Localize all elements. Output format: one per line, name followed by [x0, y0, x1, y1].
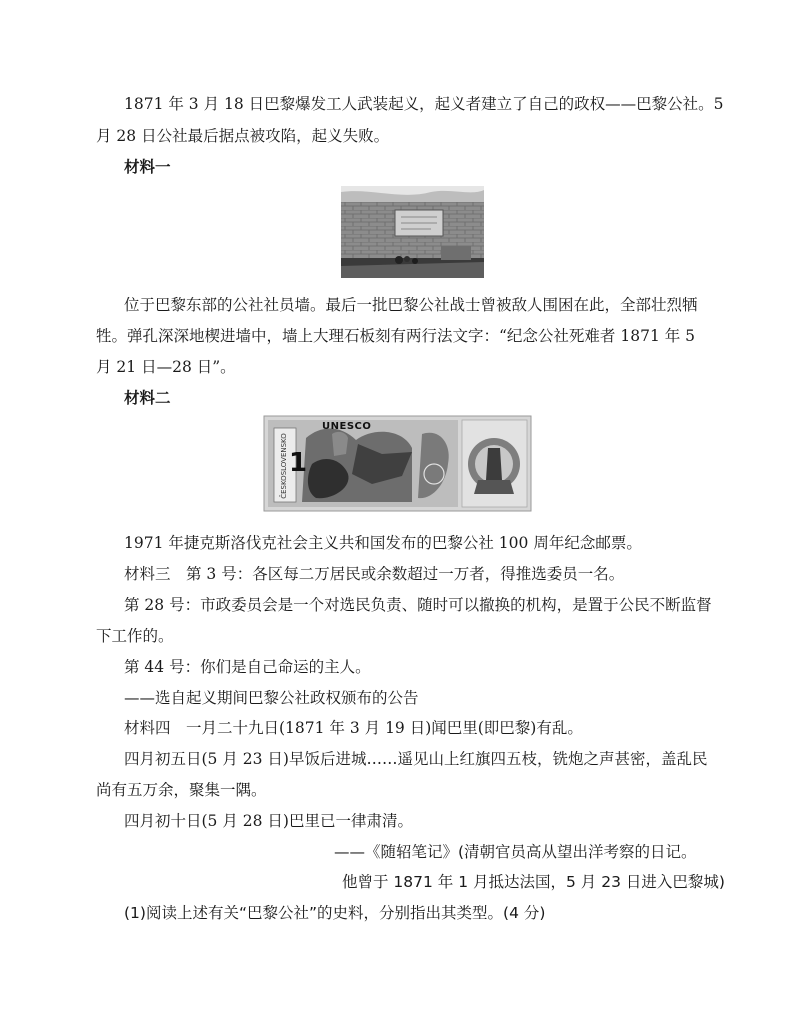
commemorative-stamp-image — [262, 414, 533, 513]
material-1-caption-3: 月 21 日—28 日”。 — [96, 358, 236, 376]
material-4-source-2: 他曾于 1871 年 1 月抵达法国，5 月 23 日进入巴黎城) — [342, 873, 725, 891]
intro-line-1: 1871 年 3 月 18 日巴黎爆发工人武装起义，起义者建立了自己的政权——巴黎公社。5 — [124, 95, 724, 113]
material-3-source: ——选自起义期间巴黎公社政权颁布的公告 — [124, 689, 419, 707]
material-3-line-4: 第 44 号：你们是自己命运的主人。 — [124, 658, 371, 676]
material-4-source-1: ——《随轺笔记》(清朝官员高从望出洋考察的日记。 — [334, 843, 697, 861]
stamp-unesco-text: UNESCO — [322, 421, 372, 432]
material-2-label: 材料二 — [124, 389, 171, 407]
material-2-caption: 1971 年捷克斯洛伐克社会主义共和国发布的巴黎公社 100 周年纪念邮票。 — [124, 534, 642, 552]
question-1: (1)阅读上述有关“巴黎公社”的史料，分别指出其类型。(4 分) — [124, 904, 546, 922]
material-4-line-2: 四月初五日(5 月 23 日)早饭后进城……遥见山上红旗四五枝，铣炮之声甚密，盖乱民 — [124, 750, 708, 768]
intro-line-2: 月 28 日公社最后据点被攻陷，起义失败。 — [96, 127, 390, 145]
material-4-line-4: 四月初十日(5 月 28 日)巴里已一律肃清。 — [124, 812, 413, 830]
stamp-value: 1 — [289, 448, 308, 478]
wall-photo-drawing — [341, 186, 484, 278]
material-3-line-3: 下工作的。 — [96, 627, 174, 645]
material-4-line-1: 材料四 一月二十九日(1871 年 3 月 19 日)闻巴里(即巴黎)有乱。 — [124, 719, 583, 737]
material-3-line-2: 第 28 号：市政委员会是一个对选民负责、随时可以撤换的机构，是置于公民不断监督 — [124, 596, 712, 614]
communards-wall-photo — [341, 186, 484, 278]
material-4-line-3: 尚有五万余，聚集一隅。 — [96, 781, 267, 799]
material-1-caption-1: 位于巴黎东部的公社社员墙。最后一批巴黎公社战士曾被敌人围困在此，全部壮烈牺 — [124, 296, 698, 314]
material-1-caption-2: 牲。弹孔深深地楔进墙中，墙上大理石板刻有两行法文字：“纪念公社死难者 1871 年 5 — [96, 327, 696, 345]
material-3-line-1: 材料三 第 3 号：各区每二万居民或余数超过一万者，得推选委员一名。 — [124, 565, 625, 583]
stamp-country-text: ČESKOSLOVENSKO — [280, 433, 288, 499]
material-1-label: 材料一 — [124, 158, 171, 176]
